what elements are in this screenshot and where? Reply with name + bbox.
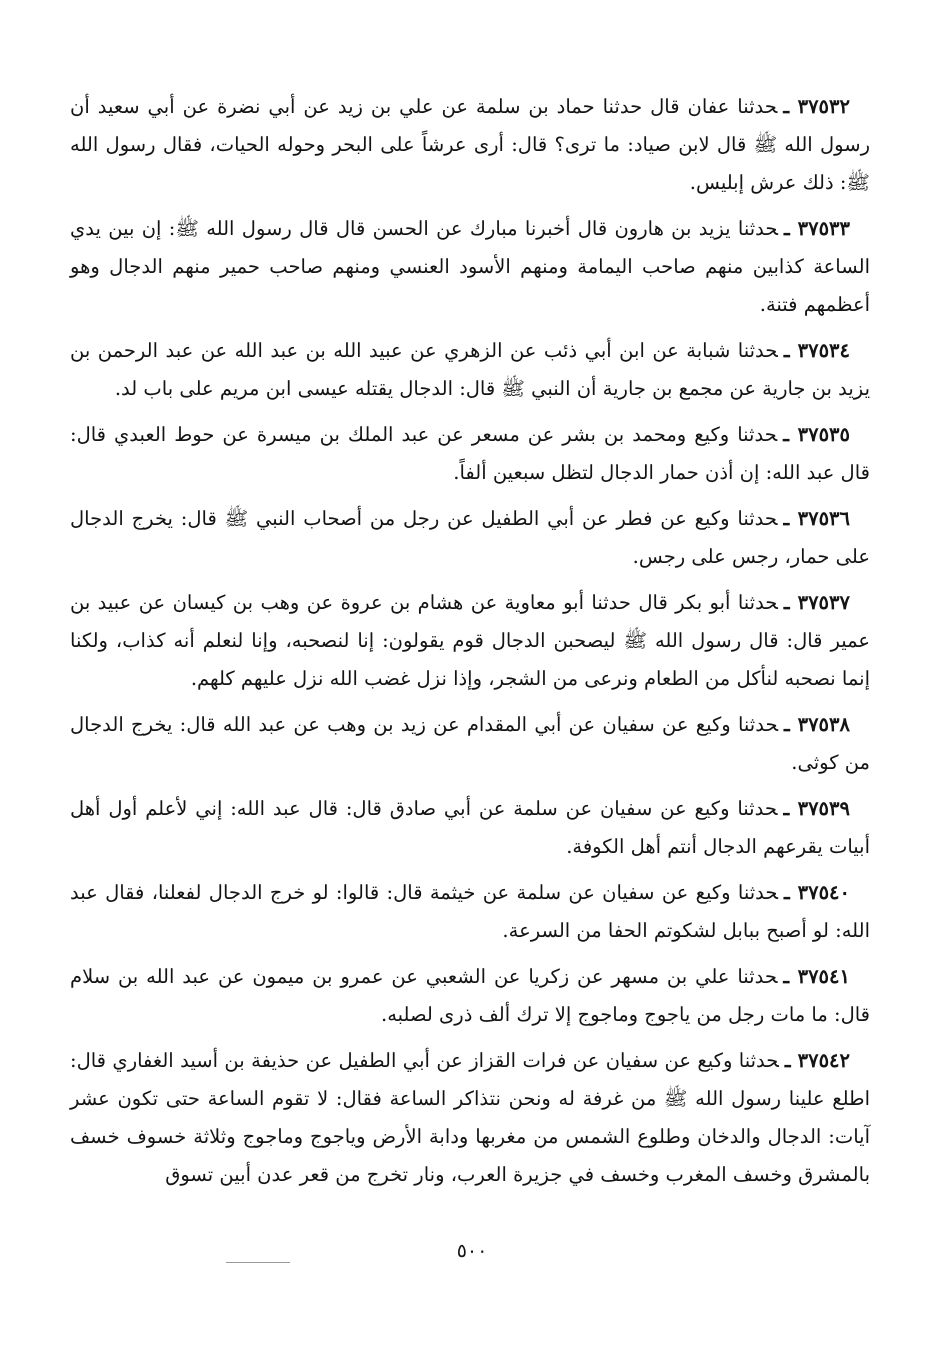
hadith-text: حدثنا وكيع عن سفيان عن أبي المقدام عن زيد بن وهب عن عبد الله قال: يخرج الدجال من كوثى. xyxy=(70,713,870,774)
hadith-number: ٣٧٥٣٦ ـ xyxy=(783,507,850,530)
hadith-number: ٣٧٥٣٣ ـ xyxy=(784,217,850,240)
hadith-entry-37539 xyxy=(70,790,870,866)
footer-rule xyxy=(226,1262,290,1263)
hadith-entry-37541 xyxy=(70,958,870,1034)
hadith-number: ٣٧٥٣٥ ـ xyxy=(783,423,850,446)
hadith-entry-37533 xyxy=(70,210,870,324)
hadith-number: ٣٧٥٣٢ ـ xyxy=(783,95,850,118)
hadith-number: ٣٧٥٣٤ ـ xyxy=(783,339,850,362)
hadith-text: حدثنا يزيد بن هارون قال أخبرنا مبارك عن الحسن قال قال رسول الله ﷺ: إن بين يدي الساعة كذابين منهم صاحب اليمامة ومنهم الأسود العنسي ومنهم صاحب حمير منهم الدجال وهو أعظمهم فتنة. xyxy=(70,217,870,316)
hadith-entry-37537 xyxy=(70,584,870,698)
hadith-number: ٣٧٥٤٢ ـ xyxy=(784,1049,850,1072)
hadith-entry-37534 xyxy=(70,332,870,408)
hadith-entry-37536 xyxy=(70,500,870,576)
hadith-text: حدثنا شبابة عن ابن أبي ذئب عن الزهري عن عبيد الله بن عبد الله عن عبد الرحمن بن يزيد بن جارية عن مجمع بن جارية أن النبي ﷺ قال: الدجال يقتله عيسى ابن مريم على باب لد. xyxy=(70,339,870,400)
hadith-text: حدثنا عفان قال حدثنا حماد بن سلمة عن علي بن زيد عن أبي نضرة عن أبي سعيد أن رسول الله ﷺ قال لابن صياد: ما ترى؟ قال: أرى عرشاً على البحر وحوله الحيات، فقال رسول الله ﷺ: ذلك عرش إبليس. xyxy=(70,95,870,194)
hadith-text: حدثنا وكيع عن سفيان عن فرات القزاز عن أبي الطفيل عن حذيفة بن أسيد الغفاري قال: اطلع علينا رسول الله ﷺ من غرفة له ونحن نتذاكر الساعة فقال: لا تقوم الساعة حتى تكون عشر آيات: الدجال والدخان وطلوع الشمس من مغربها ودابة الأرض وياجوج وماجوج وثلاثة خسوف خسف بالمشرق وخسف المغرب وخسف في جزيرة العرب، ونار تخرج من قعر عدن أبين تسوق xyxy=(70,1049,870,1186)
hadith-number: ٣٧٥٣٧ ـ xyxy=(783,591,850,614)
hadith-text: حدثنا وكيع عن سفيان عن سلمة عن خيثمة قال: قالوا: لو خرج الدجال لفعلنا، فقال عبد الله: لو أصبح ببابل لشكوتم الحفا من السرعة. xyxy=(70,881,870,942)
hadith-number: ٣٧٥٤٠ ـ xyxy=(784,881,850,904)
hadith-entry-37538 xyxy=(70,706,870,782)
hadith-entry-37535 xyxy=(70,416,870,492)
hadith-text: حدثنا أبو بكر قال حدثنا أبو معاوية عن هشام بن عروة عن وهب بن كيسان عن عبيد بن عمير قال: قال رسول الله ﷺ ليصحبن الدجال قوم يقولون: إنا لنصحبه، وإنا لنعلم أنه كذاب، ولكنا إنما نصحبه لنأكل من الطعام ونرعى من الشجر، وإذا نزل غضب الله نزل عليهم كلهم. xyxy=(70,591,870,690)
hadith-entry-37542 xyxy=(70,1042,870,1194)
hadith-number: ٣٧٥٤١ ـ xyxy=(783,965,850,988)
hadith-text: حدثنا وكيع عن فطر عن أبي الطفيل عن رجل من أصحاب النبي ﷺ قال: يخرج الدجال على حمار، رجس على رجس. xyxy=(70,507,870,568)
hadith-number: ٣٧٥٣٨ ـ xyxy=(784,713,850,736)
hadith-text: حدثنا وكيع ومحمد بن بشر عن مسعر عن عبد الملك بن ميسرة عن حوط العبدي قال: قال عبد الله: إن أذن حمار الدجال لتظل سبعين ألفاً. xyxy=(70,423,870,484)
hadith-entry-37532 xyxy=(70,88,870,202)
hadith-text: حدثنا علي بن مسهر عن زكريا عن الشعبي عن عمرو بن ميمون عن عبد الله بن سلام قال: ما مات رجل من ياجوج وماجوج إلا ترك ألف ذرى لصلبه. xyxy=(70,965,870,1026)
hadith-entry-37540 xyxy=(70,874,870,950)
page-body xyxy=(70,88,870,1202)
hadith-text: حدثنا وكيع عن سفيان عن سلمة عن أبي صادق قال: قال عبد الله: إني لأعلم أول أهل أبيات يقرعهم الدجال أنتم أهل الكوفة. xyxy=(70,797,870,858)
page-number: ٥٠٠ xyxy=(456,1240,488,1262)
hadith-number: ٣٧٥٣٩ ـ xyxy=(783,797,850,820)
